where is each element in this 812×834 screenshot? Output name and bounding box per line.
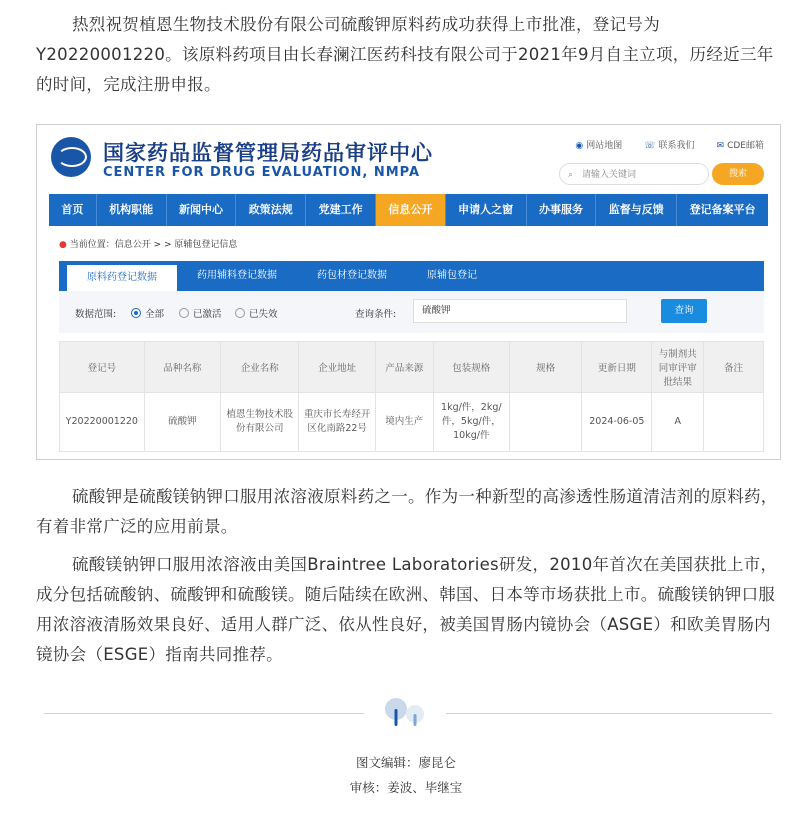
location-pin-icon: ● <box>59 240 67 250</box>
nav-feedback[interactable]: 监督与反馈 <box>596 194 677 226</box>
col-reg-no: 登记号 <box>60 342 145 393</box>
nav-functions[interactable]: 机构职能 <box>97 194 167 226</box>
toplink-contact[interactable]: ☏ 联系我们 <box>644 141 695 151</box>
cde-logo-icon <box>51 137 91 177</box>
toplink-sitemap[interactable]: ◉ 网站地图 <box>575 141 623 151</box>
nav-applicant[interactable]: 申请人之窗 <box>446 194 527 226</box>
query-input[interactable]: 硫酸钾 <box>413 299 627 323</box>
cell-result: A <box>652 393 704 452</box>
nav-news[interactable]: 新闻中心 <box>167 194 237 226</box>
nav-home[interactable]: 首页 <box>49 194 97 226</box>
body-paragraph-2: 硫酸镁钠钾口服用浓溶液由美国Braintree Laboratories研发，2010年首次在美国获批上市，成分包括硫酸钠、硫酸钾和硫酸镁。随后陆续在欧洲、韩国、日本等市场获批上市。硫酸镁钠钾口服用浓溶液清肠效果良好、适用人群广泛、依从性良好，被美国胃肠内镜协会（ASGE）和欧美胃肠内镜协会（ESGE）指南共同推荐。 <box>36 555 778 664</box>
scope-label: 数据范围: <box>75 309 117 320</box>
query-button[interactable]: 查询 <box>661 299 707 323</box>
phone-icon: ☏ <box>644 141 656 151</box>
radio-selected-icon <box>131 308 141 318</box>
cde-website-screenshot <box>36 124 781 460</box>
col-address: 企业地址 <box>299 342 375 393</box>
decorative-bubbles-icon <box>382 696 430 728</box>
filter-bar <box>59 291 764 333</box>
col-name: 品种名称 <box>144 342 220 393</box>
nav-party[interactable]: 党建工作 <box>306 194 376 226</box>
reviewer-credit: 审核：姜波、毕继宝 <box>349 780 463 795</box>
col-company: 企业名称 <box>221 342 299 393</box>
nav-services[interactable]: 办事服务 <box>527 194 597 226</box>
nav-info-disclosure[interactable]: 信息公开 <box>376 194 446 226</box>
main-nav <box>49 194 768 226</box>
cell-package: 1kg/件，2kg/件，5kg/件，10kg/件 <box>433 393 509 452</box>
registration-table <box>59 341 764 452</box>
cell-name: 硫酸钾 <box>144 393 220 452</box>
radio-empty-icon <box>179 308 189 318</box>
query-label: 查询条件: <box>355 309 397 320</box>
col-package: 包装规格 <box>433 342 509 393</box>
radio-all[interactable]: 全部 <box>131 306 164 320</box>
col-result: 与制剂共同审评审批结果 <box>652 342 704 393</box>
cell-remark <box>704 393 764 452</box>
top-links <box>575 138 764 151</box>
editor-credit: 图文编辑：廖昆仑 <box>355 755 456 770</box>
site-search-button[interactable]: 搜索 <box>712 163 764 185</box>
org-name-en: CENTER FOR DRUG EVALUATION, NMPA <box>103 165 421 180</box>
intro-paragraph: 热烈祝贺植恩生物技术股份有限公司硫酸钾原料药成功获得上市批准，登记号为Y20220001220。该原料药项目由长春澜江医药科技有限公司于2021年9月自主立项，历经近三年的时间，完成注册申报。 <box>36 15 774 94</box>
cell-update: 2024-06-05 <box>582 393 652 452</box>
site-search-input[interactable]: ⌕ 请输入关键词 <box>559 163 709 185</box>
location-pin-icon: ◉ <box>575 141 584 151</box>
divider-right <box>446 713 772 714</box>
cell-reg-no: Y20220001220 <box>60 393 145 452</box>
org-name-cn: 国家药品监督管理局药品审评中心 <box>103 141 433 165</box>
divider-left <box>44 713 364 714</box>
search-icon: ⌕ <box>568 170 574 180</box>
registration-panel <box>59 261 764 460</box>
tab-excipient-data[interactable]: 药用辅料登记数据 <box>197 270 277 281</box>
breadcrumb: ● 当前位置：信息公开 > > 原辅包登记信息 <box>59 240 238 250</box>
radio-active[interactable]: 已激活 <box>179 306 222 320</box>
col-source: 产品来源 <box>375 342 433 393</box>
mail-icon: ✉ <box>716 141 725 151</box>
tab-registration[interactable]: 原辅包登记 <box>427 270 477 281</box>
table-header-row <box>60 342 764 393</box>
cell-spec <box>510 393 582 452</box>
toplink-mail[interactable]: ✉ CDE邮箱 <box>716 141 764 151</box>
tab-packaging-data[interactable]: 药包材登记数据 <box>317 270 387 281</box>
data-tabs <box>59 261 764 291</box>
body-paragraph-1: 硫酸钾是硫酸镁钠钾口服用浓溶液原料药之一。作为一种新型的高渗透性肠道清洁剂的原料药，有着非常广泛的应用前景。 <box>36 487 778 536</box>
table-row[interactable] <box>60 393 764 452</box>
radio-empty-icon <box>235 308 245 318</box>
cell-source: 境内生产 <box>375 393 433 452</box>
col-update: 更新日期 <box>582 342 652 393</box>
nav-registration[interactable]: 登记备案平台 <box>689 203 756 216</box>
radio-expired[interactable]: 已失效 <box>235 306 278 320</box>
col-spec: 规格 <box>510 342 582 393</box>
cell-company: 植恩生物技术股份有限公司 <box>221 393 299 452</box>
col-remark: 备注 <box>704 342 764 393</box>
tab-api-data[interactable]: 原料药登记数据 <box>67 265 177 291</box>
cell-address: 重庆市长寿经开区化南路22号 <box>299 393 375 452</box>
nav-policy[interactable]: 政策法规 <box>236 194 306 226</box>
